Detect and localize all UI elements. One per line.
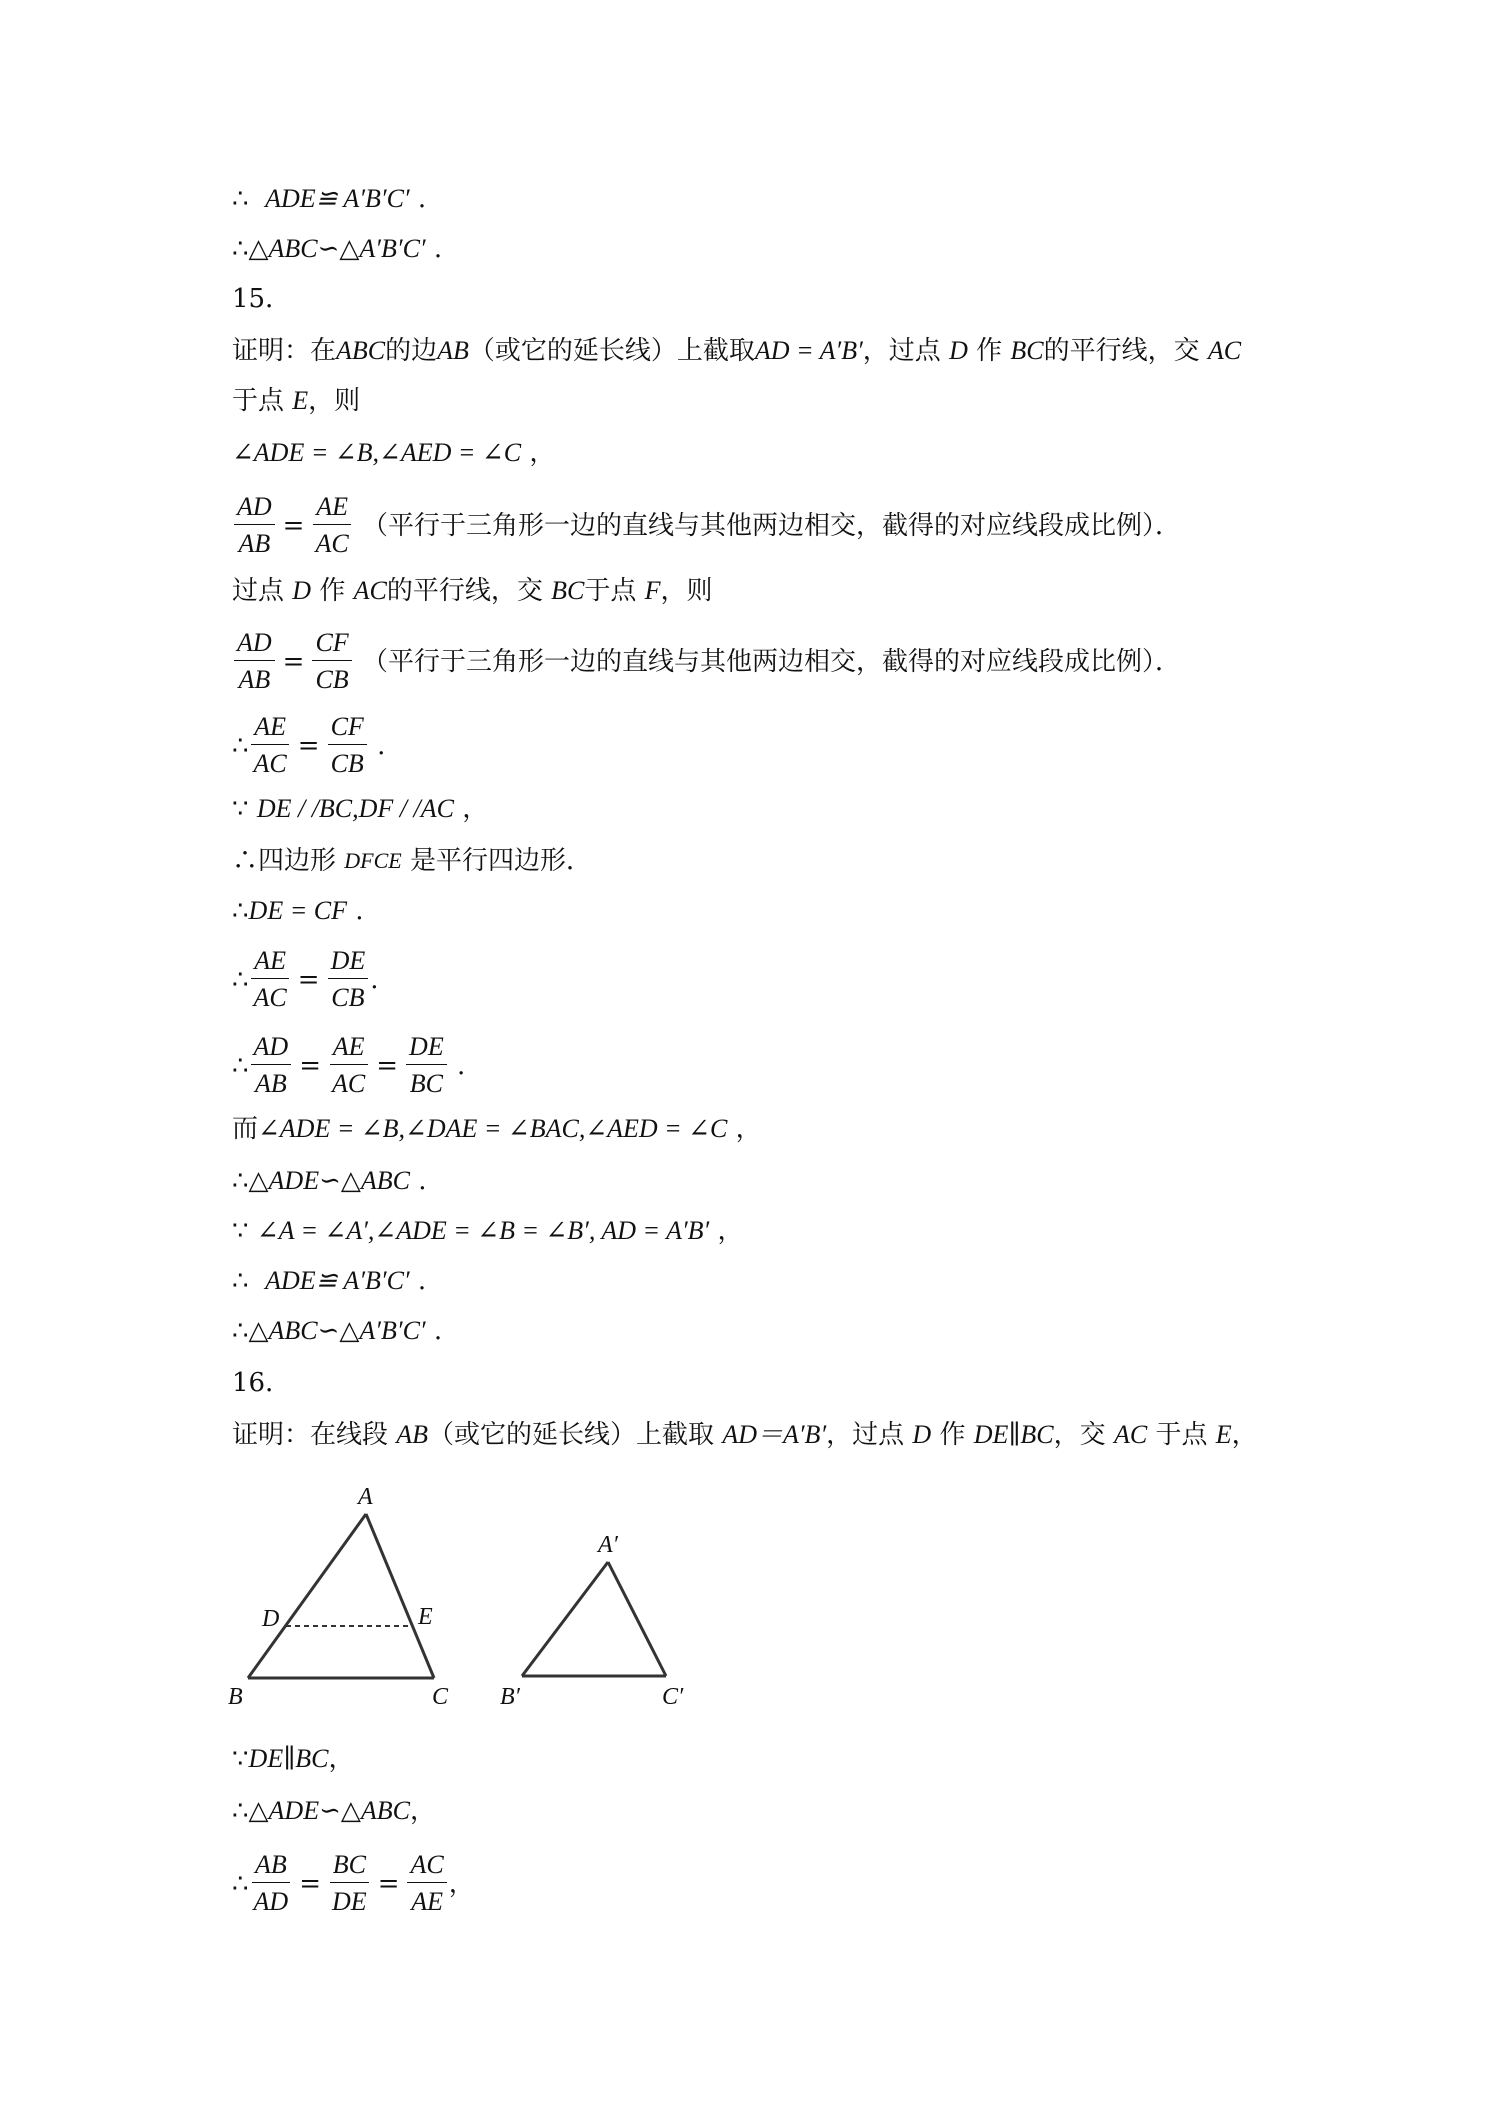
proof-line [232, 1034, 465, 1097]
fraction [312, 630, 351, 693]
therefore-symbol: ∴ [232, 1266, 249, 1296]
denominator: AC [315, 529, 349, 558]
math-expr: ADE≌ A′B′C′ [265, 1266, 410, 1295]
text: 的平行线，交 [1043, 336, 1200, 366]
math-expr: F [644, 576, 661, 605]
numerator: DE [328, 948, 369, 979]
math-expr: E [1215, 1420, 1232, 1449]
proof-line [232, 440, 555, 466]
math-expr: AD = A′B′ [754, 336, 863, 365]
text: 证明：在 [232, 336, 337, 366]
numerator: AB [252, 1852, 290, 1883]
therefore-symbol: ∴ [232, 1316, 249, 1346]
math-expr: △ABC∽△A′B′C′ [248, 1316, 426, 1345]
math-expr: DE / /BC,DF / /AC [256, 794, 454, 823]
fraction [329, 1034, 368, 1097]
numerator: DE [406, 1034, 447, 1065]
because-symbol: ∵ [232, 1744, 249, 1774]
numerator: AC [407, 1852, 446, 1883]
proof-line [232, 1852, 475, 1915]
triangle-figure [224, 1480, 724, 1720]
text: 过点 [232, 576, 285, 606]
fraction [251, 1852, 292, 1915]
numerator: AE [251, 714, 289, 745]
fraction [251, 1034, 292, 1097]
math-expr: DE∥BC [973, 1420, 1054, 1449]
math-expr: ∠ADE = ∠B,∠AED = ∠C [232, 438, 522, 467]
text: （或它的延长线）上截取 [428, 1420, 715, 1450]
label-c-prime: C′ [662, 1684, 684, 1710]
denominator: CB [330, 749, 364, 778]
math-expr: D [292, 576, 312, 605]
numerator: AE [313, 494, 351, 525]
punct: . [433, 1316, 443, 1346]
numerator: AE [330, 1034, 368, 1065]
text: 作 [976, 336, 1003, 366]
punct: ， [735, 1114, 762, 1144]
math-expr: △ABC∽△A′B′C′ [248, 234, 426, 263]
proof-line [232, 948, 379, 1011]
denominator: AC [253, 983, 287, 1012]
fraction [251, 714, 290, 777]
equals-sign: = [282, 646, 305, 677]
punct: . [355, 896, 364, 926]
denominator: CB [331, 983, 365, 1012]
therefore-symbol: ∴ [232, 964, 249, 995]
proof-line [232, 714, 385, 777]
text: 证明：在线段 [232, 1420, 389, 1450]
text: 而 [232, 1114, 259, 1144]
denominator: BC [409, 1069, 443, 1098]
proof-line [232, 796, 488, 822]
math-expr: DE∥BC [248, 1744, 329, 1773]
text: ，则 [660, 576, 713, 606]
proof-line [232, 630, 1181, 693]
proof-line [232, 1746, 354, 1772]
text: 作 [319, 576, 346, 606]
equals-sign: = [377, 1868, 400, 1899]
fraction [407, 1852, 446, 1915]
math-expr: ABC [336, 336, 386, 365]
text: 的边 [385, 336, 438, 366]
label-b: B [228, 1684, 243, 1710]
fraction [234, 494, 275, 557]
question-number-text: 15． [232, 284, 292, 314]
label-a-prime: A′ [598, 1532, 618, 1558]
question-number [232, 1370, 291, 1396]
math-expr: BC [1010, 336, 1044, 365]
proof-line [232, 236, 442, 262]
text: ， [1231, 1420, 1258, 1450]
math-expr: AC [1113, 1420, 1148, 1449]
numerator: AD [234, 494, 275, 525]
proof-line [232, 848, 592, 874]
math-expr: AB [437, 336, 469, 365]
denominator: AD [253, 1887, 289, 1916]
text: ∴四边形 [232, 846, 337, 876]
equals-sign: = [297, 730, 320, 761]
therefore-symbol: ∴ [232, 184, 249, 214]
denominator: AE [411, 1887, 443, 1916]
text: （或它的延长线）上截取 [468, 336, 755, 366]
label-b-prime: B′ [500, 1684, 520, 1710]
fraction [234, 630, 275, 693]
therefore-symbol: ∴ [232, 896, 249, 926]
math-expr: AC [353, 576, 387, 605]
proof-line [232, 578, 713, 604]
punct: ， [409, 1796, 436, 1826]
segment-a2b2 [522, 1562, 608, 1676]
question-number-text: 16． [232, 1368, 292, 1398]
text: （平行于三角形一边的直线与其他两边相交，截得的对应线段成比例）． [361, 646, 1181, 677]
because-symbol: ∵ [232, 1216, 249, 1246]
numerator: AD [234, 630, 275, 661]
fraction [406, 1034, 447, 1097]
proof-line [232, 1218, 744, 1244]
proof-line [232, 1422, 1258, 1448]
text: 于点 [1155, 1420, 1208, 1450]
punct: . [370, 964, 379, 995]
equals-sign: = [376, 1050, 399, 1081]
proof-line [232, 1268, 426, 1294]
fraction [328, 948, 369, 1011]
punct: ， [717, 1216, 744, 1246]
denominator: AC [253, 749, 287, 778]
numerator: BC [330, 1852, 369, 1883]
proof-line [232, 338, 1241, 364]
math-expr: DFCE [344, 848, 402, 873]
text: 的平行线，交 [386, 576, 543, 606]
therefore-symbol: ∴ [232, 234, 249, 264]
denominator: DE [332, 1887, 367, 1916]
denominator: AB [238, 529, 271, 558]
text: 作 [939, 1420, 966, 1450]
therefore-symbol: ∴ [232, 1050, 249, 1081]
label-e: E [418, 1604, 433, 1630]
proof-line [232, 494, 1181, 557]
text: ，过点 [826, 1420, 905, 1450]
segment-a2c2 [608, 1562, 666, 1676]
text: ，过点 [862, 336, 941, 366]
label-c: C [432, 1684, 449, 1710]
text: （平行于三角形一边的直线与其他两边相交，截得的对应线段成比例）． [361, 510, 1181, 541]
proof-line [232, 1318, 442, 1344]
fraction [329, 1852, 370, 1915]
math-expr: D [949, 336, 968, 365]
fraction [312, 494, 351, 557]
therefore-symbol: ∴ [232, 1796, 249, 1826]
proof-line [232, 1168, 427, 1194]
text: 于点 [232, 386, 285, 416]
proof-line [232, 186, 426, 212]
equals-sign: = [297, 964, 320, 995]
punct: ， [462, 794, 489, 824]
equals-sign: = [299, 1868, 322, 1899]
math-expr: △ADE∽△ABC [248, 1166, 410, 1195]
therefore-symbol: ∴ [232, 1166, 249, 1196]
proof-line [232, 1798, 436, 1824]
punct: . [417, 1266, 427, 1296]
punct: ， [448, 1868, 475, 1899]
math-expr: AC [1207, 336, 1242, 365]
numerator: CF [312, 630, 351, 661]
punct: ， [328, 1744, 355, 1774]
text: ，则 [308, 386, 361, 416]
punct: . [456, 1050, 466, 1081]
math-expr: DE = CF [248, 896, 347, 925]
denominator: CB [315, 665, 349, 694]
text: 于点 [584, 576, 637, 606]
segment-ab [248, 1514, 366, 1678]
math-expr: ∠ADE = ∠B,∠DAE = ∠BAC,∠AED = ∠C [258, 1114, 728, 1143]
equals-sign: = [282, 510, 305, 541]
math-expr: AD＝A′B′ [722, 1420, 827, 1449]
punct: . [377, 730, 386, 761]
text: ，交 [1053, 1420, 1106, 1450]
proof-line [232, 1116, 762, 1142]
text: 是平行四边形． [410, 846, 593, 876]
punct: . [433, 234, 443, 264]
denominator: AB [255, 1069, 287, 1098]
therefore-symbol: ∴ [232, 730, 249, 761]
math-expr: ADE≌ A′B′C′ [265, 184, 410, 213]
numerator: CF [328, 714, 367, 745]
denominator: AC [332, 1069, 366, 1098]
label-a: A [358, 1484, 373, 1510]
punct: . [418, 1166, 427, 1196]
therefore-symbol: ∴ [232, 1868, 249, 1899]
proof-line [232, 388, 360, 414]
math-expr: D [912, 1420, 932, 1449]
fraction [328, 714, 367, 777]
question-number [232, 286, 291, 312]
math-expr: ∠A = ∠A′,∠ADE = ∠B = ∠B′, AD = A′B′ [256, 1216, 710, 1245]
punct: ， [529, 438, 556, 468]
math-expr: BC [551, 576, 585, 605]
math-expr: E [292, 386, 309, 415]
denominator: AB [238, 665, 271, 694]
equals-sign: = [299, 1050, 322, 1081]
math-expr: AB [396, 1420, 429, 1449]
numerator: AE [251, 948, 289, 979]
segment-ac [366, 1514, 434, 1678]
because-symbol: ∵ [232, 794, 249, 824]
proof-line [232, 898, 364, 924]
math-expr: △ADE∽△ABC [248, 1796, 410, 1825]
label-d: D [262, 1606, 280, 1632]
fraction [251, 948, 290, 1011]
numerator: AD [251, 1034, 292, 1065]
punct: . [417, 184, 427, 214]
